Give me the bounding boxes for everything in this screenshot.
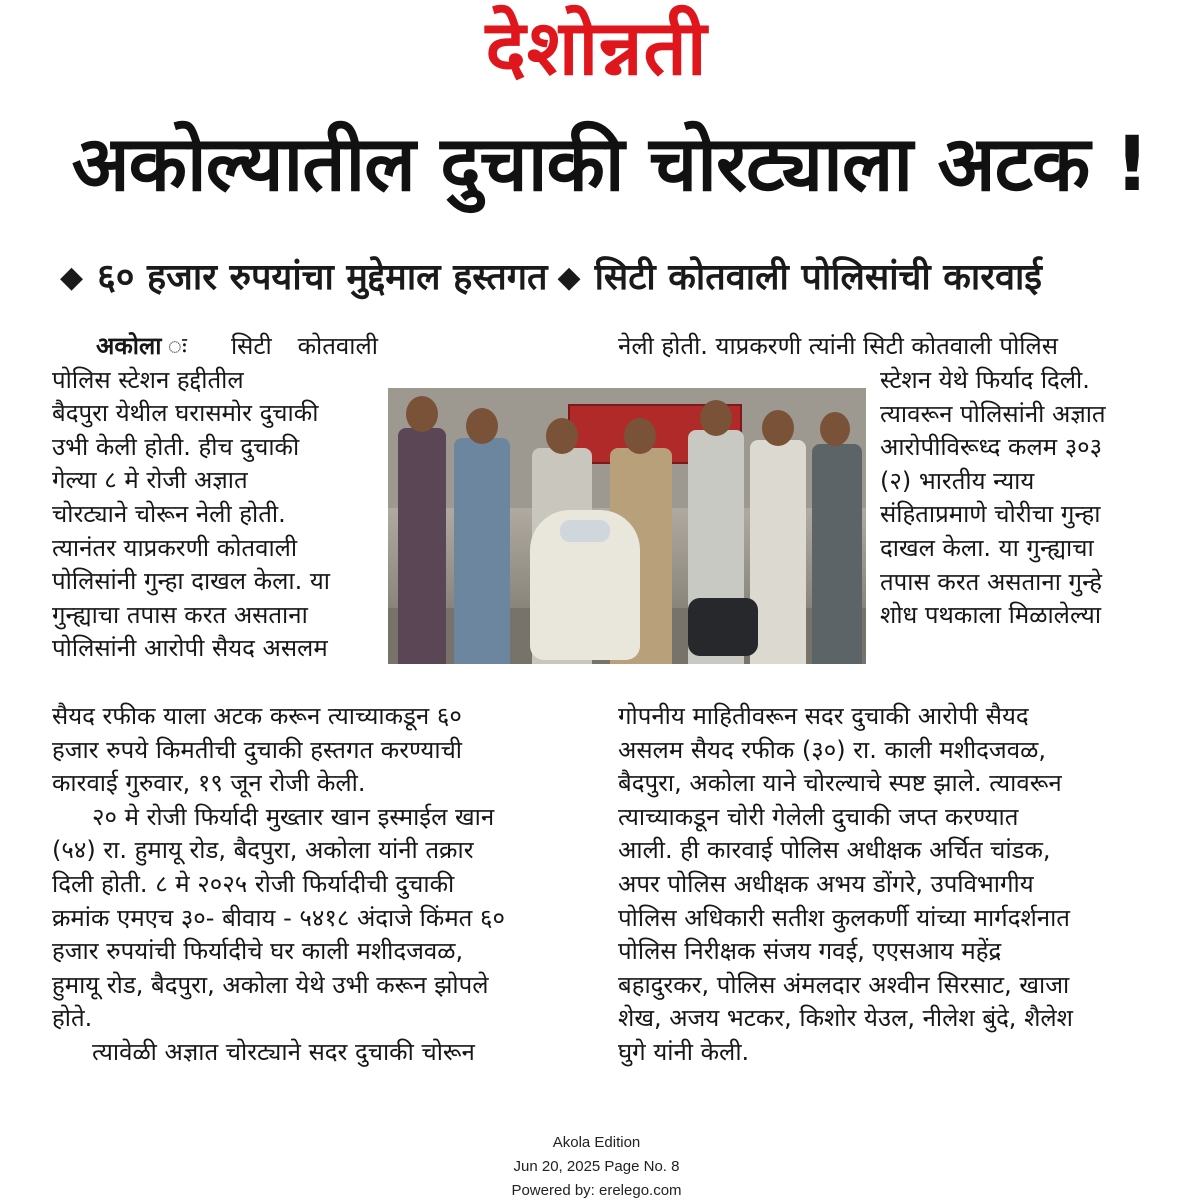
text-line: अपर पोलिस अधीक्षक अभय डोंगरे, उपविभागीय [618,869,1034,898]
text-line: पोलिस अधिकारी सतीश कुलकर्णी यांच्या मार्गदर्शनात [618,903,1070,932]
article-right-bottom [618,700,1166,1070]
black-bag [688,598,758,656]
text-line: पोलिसांनी गुन्हा दाखल केला. या [52,567,331,596]
scooter-headlight [560,520,610,542]
text-line: (२) भारतीय न्याय [880,466,1035,495]
diamond-bullet-icon: ◆ [60,260,84,295]
text-line: त्यानंतर याप्रकरणी कोतवाली [52,533,298,562]
text-line: दिली होती. ८ मे २०२५ रोजी फिर्यादीची दुचाकी [52,869,455,898]
text-line: संहिताप्रमाणे चोरीचा गुन्हा [880,500,1101,529]
text-line: हजार रुपयांची फिर्यादीचे घर काली मशीदजवळ, [52,937,464,966]
person-head [406,396,438,432]
article-right-mid [880,364,1166,633]
text-line: कारवाई गुरुवार, १९ जून रोजी केली. [52,769,366,798]
dateline-separator: ः [161,332,231,360]
text-line: बैदपुरा येथील घरासमोर दुचाकी [52,399,319,428]
text-line: असलम सैयद रफीक (३०) रा. काली मशीदजवळ, [618,735,1046,764]
subheadline-first: ६० हजार रुपयांचा मुद्देमाल हस्तगत [97,257,548,298]
text-line: गेल्या ८ मे रोजी अज्ञात [52,466,248,495]
newspaper-logo: देशोन्नती [485,3,708,92]
person-figure [812,444,862,664]
text-line: घुगे यांनी केली. [618,1037,750,1066]
text-line: पोलिसांनी आरोपी सैयद असलम [52,634,328,663]
text-line: उभी केली होती. हीच दुचाकी [52,432,300,461]
text-line: गुन्ह्याचा तपास करत असताना [52,600,308,629]
text-line: पोलिस निरीक्षक संजय गवई, एएसआय महेंद्र [618,937,1002,966]
text-line: बहादुरकर, पोलिस अंमलदार अश्वीन सिरसाट, खाजा [618,970,1070,999]
person-head [466,408,498,444]
person-figure [750,440,806,664]
text-line: सिटी कोतवाली पोलिस स्टेशन हद्दीतील [52,332,378,394]
subheadline-second: सिटी कोतवाली पोलिसांची कारवाई [594,257,1042,298]
person-figure [454,438,510,664]
text-line: शेख, अजय भटकर, किशोर येउल, नीलेश बुंदे, शैलेश [618,1004,1073,1033]
text-line: हजार रुपये किमतीची दुचाकी हस्तगत करण्याची [52,735,463,764]
person-head [624,418,656,454]
article-right-top [618,330,1166,364]
footer-powered-by: Powered by: erelego.com [511,1182,682,1199]
footer-edition: Akola Edition [552,1134,641,1151]
subheadline-row [60,248,1170,308]
text-line: त्यावेळी अज्ञात चोरट्याने सदर दुचाकी चोरून [92,1037,475,1066]
person-head [700,400,732,436]
text-line: क्रमांक एमएच ३०- बीवाय - ५४१८ अंदाजे किंमत ६० [52,903,505,932]
text-line: (५४) रा. हुमायू रोड, बैदपुरा, अकोला यांनी तक्रार [52,836,474,865]
text-line: २० मे रोजी फिर्यादी मुख्तार खान इस्माईल खान [92,802,495,831]
person-head [820,412,850,446]
text-line: आरोपीविरूध्द कलम ३०३ [880,433,1103,462]
article-paragraph-lead [52,330,378,397]
footer-date-page: Jun 20, 2025 Page No. 8 [513,1158,680,1175]
text-line: होते. [52,1004,93,1033]
text-line: तपास करत असताना गुन्हे [880,567,1102,596]
text-line: नेली होती. याप्रकरणी त्यांनी सिटी कोतवाली पोलिस [618,332,1058,360]
article-left-bottom [52,700,592,1070]
diamond-bullet-icon: ◆ [557,260,581,295]
masthead [0,0,1193,100]
person-head [762,410,794,446]
text-line: सैयद रफीक याला अटक करून त्याच्याकडून ६० [52,702,462,730]
text-line: आली. ही कारवाई पोलिस अधीक्षक अर्चित चांडक, [618,836,1051,865]
person-figure [398,428,446,664]
article-left-top [52,330,378,666]
text-line: त्यावरून पोलिसांनी अज्ञात [880,399,1106,428]
text-line: चोरट्याने चोरून नेली होती. [52,499,286,528]
headline: अकोल्यातील दुचाकी चोरट्याला अटक ! [71,119,1149,208]
person-head [546,418,578,454]
text-line: दाखल केला. या गुन्ह्याचा [880,533,1094,562]
text-line: त्याच्याकडून चोरी गेलेली दुचाकी जप्त करण्यात [618,802,1019,831]
text-line: गोपनीय माहितीवरून सदर दुचाकी आरोपी सैयद [618,702,1029,730]
text-line: बैदपुरा, अकोला याने चोरल्याचे स्पष्ट झाले. त्यावरून [618,769,1062,798]
text-line: स्टेशन येथे फिर्याद दिली. [880,366,1090,394]
text-line: हुमायू रोड, बैदपुरा, अकोला येथे उभी करून झोपले [52,970,489,999]
dateline: अकोला [96,332,162,360]
text-line: शोध पथकाला मिळालेल्या [880,601,1102,630]
